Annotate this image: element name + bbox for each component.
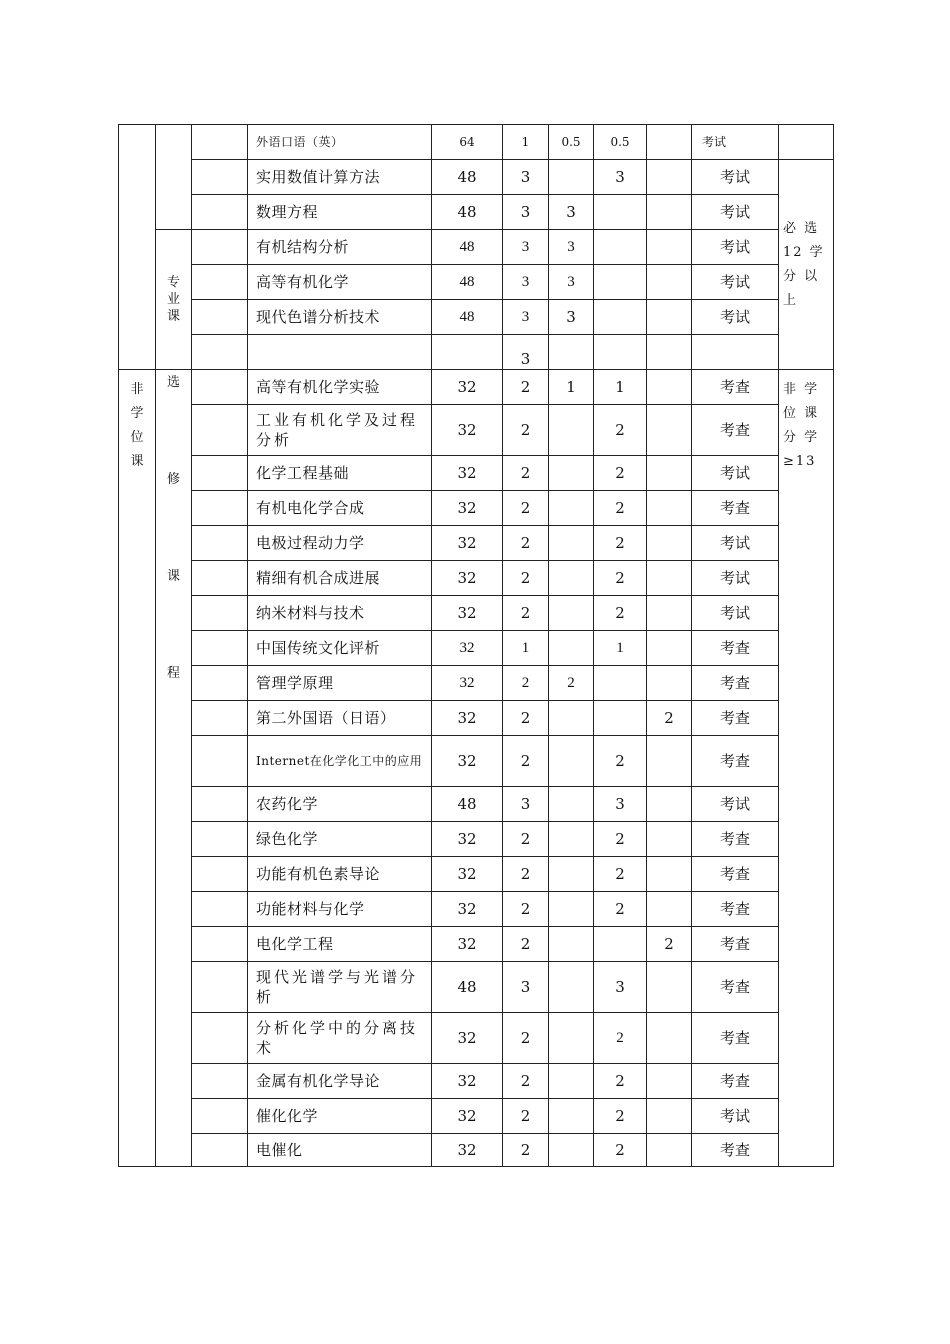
course-hours: 48 [432,300,503,335]
course-credits: 2 [503,666,549,701]
course-credits: 2 [503,701,549,736]
non-degree-course-label: 非学位课 [119,370,156,1167]
semester-1: 3 [549,195,594,230]
course-name: 功能材料与化学 [248,892,432,927]
exam-type: 考查 [692,892,779,927]
exam-type: 考查 [692,927,779,962]
table-row [119,491,834,526]
course-credits: 2 [503,822,549,857]
course-credits: 2 [503,1099,549,1134]
exam-type: 考查 [692,370,779,405]
table-row [119,701,834,736]
blank-cell [192,631,248,666]
elective-course-label: 选修课程 [156,370,192,1167]
course-hours: 32 [432,857,503,892]
blank-cell [192,596,248,631]
course-name: 绿色化学 [248,822,432,857]
course-name: 高等有机化学 [248,265,432,300]
semester-1 [549,596,594,631]
table-row [119,857,834,892]
semester-2: 2 [594,892,647,927]
degree-course-group-cell [119,125,156,370]
table-row [119,456,834,491]
course-hours: 32 [432,666,503,701]
course-credits: 3 [503,265,549,300]
course-hours: 32 [432,561,503,596]
blank-cell [192,822,248,857]
semester-2: 2 [594,1013,647,1064]
course-name: 高等有机化学实验 [248,370,432,405]
semester-1: 3 [549,300,594,335]
course-name: 纳米材料与技术 [248,596,432,631]
blank-cell [192,300,248,335]
blank-cell [192,230,248,265]
table-row [119,962,834,1013]
semester-3: 2 [647,927,692,962]
course-hours: 32 [432,927,503,962]
table-row [119,892,834,927]
course-credits: 3 [503,962,549,1013]
blank-cell [192,491,248,526]
course-hours: 32 [432,701,503,736]
table-row [119,1013,834,1064]
semester-3 [647,491,692,526]
semester-1 [549,962,594,1013]
semester-3 [647,857,692,892]
semester-2 [594,300,647,335]
semester-2: 1 [594,370,647,405]
semester-2: 3 [594,160,647,195]
course-name: 电极过程动力学 [248,526,432,561]
course-name: 电化学工程 [248,927,432,962]
course-name: Internet在化学化工中的应用 [248,736,432,787]
table-row [119,1099,834,1134]
course-name: 外语口语（英） [248,125,432,160]
course-name: 金属有机化学导论 [248,1064,432,1099]
course-hours: 32 [432,370,503,405]
blank-cell [192,405,248,456]
semester-2: 2 [594,736,647,787]
exam-type: 考查 [692,405,779,456]
exam-type: 考试 [692,526,779,561]
blank-cell [192,370,248,405]
course-name: 中国传统文化评析 [248,631,432,666]
semester-3 [647,561,692,596]
table-row [119,596,834,631]
table-row [119,370,834,405]
course-credits: 2 [503,1013,549,1064]
semester-2: 2 [594,561,647,596]
semester-1 [549,927,594,962]
course-hours: 48 [432,160,503,195]
blank-cell [192,701,248,736]
exam-type: 考查 [692,666,779,701]
table-row [119,736,834,787]
semester-2 [594,701,647,736]
course-name: 精细有机合成进展 [248,561,432,596]
table-row [119,405,834,456]
table-row [119,335,834,370]
remark-degree-required: 必 选 12 学 分 以 上 [779,160,834,370]
course-name: 现代光谱学与光谱分析 [248,962,432,1013]
exam-type: 考试 [692,265,779,300]
semester-2: 2 [594,1064,647,1099]
course-hours: 32 [432,736,503,787]
semester-1 [549,526,594,561]
semester-2 [594,230,647,265]
exam-type: 考查 [692,491,779,526]
exam-type: 考查 [692,736,779,787]
course-credits: 3 [503,195,549,230]
semester-2: 2 [594,456,647,491]
semester-1 [549,1134,594,1167]
blank-cell [192,265,248,300]
semester-3 [647,1013,692,1064]
course-hours: 64 [432,125,503,160]
semester-1 [549,335,594,370]
blank-cell [192,561,248,596]
course-hours: 48 [432,265,503,300]
semester-1 [549,857,594,892]
exam-type: 考查 [692,701,779,736]
table-row [119,265,834,300]
specialty-course-label: 专业课 [156,230,192,370]
course-credits: 2 [503,1134,549,1167]
semester-3 [647,300,692,335]
semester-2: 2 [594,822,647,857]
exam-type: 考查 [692,822,779,857]
semester-3 [647,892,692,927]
blank-cell [192,927,248,962]
semester-2 [594,927,647,962]
course-name: 分析化学中的分离技术 [248,1013,432,1064]
exam-type: 考试 [692,125,779,160]
semester-1: 0.5 [549,125,594,160]
exam-type: 考试 [692,1099,779,1134]
blank-cell [192,1134,248,1167]
semester-1 [549,736,594,787]
semester-3 [647,456,692,491]
course-name: 化学工程基础 [248,456,432,491]
course-name: 有机电化学合成 [248,491,432,526]
course-hours: 32 [432,892,503,927]
semester-3 [647,631,692,666]
course-credits: 3 [503,335,549,370]
semester-1 [549,1099,594,1134]
course-name: 现代色谱分析技术 [248,300,432,335]
semester-1 [549,160,594,195]
semester-1: 3 [549,265,594,300]
semester-2: 2 [594,491,647,526]
course-credits: 2 [503,456,549,491]
semester-2 [594,265,647,300]
semester-1 [549,491,594,526]
semester-3: 2 [647,701,692,736]
semester-3 [647,526,692,561]
semester-3 [647,370,692,405]
blank-cell [192,335,248,370]
semester-3 [647,265,692,300]
semester-2 [594,195,647,230]
blank-cell [192,787,248,822]
semester-2: 3 [594,962,647,1013]
semester-1: 3 [549,230,594,265]
blank-cell [192,666,248,701]
course-name: 数理方程 [248,195,432,230]
exam-type: 考试 [692,300,779,335]
course-name: 有机结构分析 [248,230,432,265]
course-credits: 3 [503,300,549,335]
blank-cell [192,195,248,230]
blank-cell [192,160,248,195]
course-credits: 2 [503,370,549,405]
semester-3 [647,962,692,1013]
table-row [119,1064,834,1099]
semester-2: 2 [594,405,647,456]
exam-type: 考试 [692,596,779,631]
blank-cell [192,736,248,787]
blank-cell [192,1064,248,1099]
exam-type: 考查 [692,1134,779,1167]
semester-3 [647,822,692,857]
course-hours: 32 [432,822,503,857]
course-hours [432,335,503,370]
course-credits: 2 [503,892,549,927]
blank-cell [192,857,248,892]
course-credits: 1 [503,125,549,160]
course-credits: 2 [503,1064,549,1099]
blank-cell [192,526,248,561]
table-row [119,787,834,822]
semester-3 [647,405,692,456]
exam-type: 考查 [692,1064,779,1099]
semester-1 [549,787,594,822]
semester-1 [549,701,594,736]
semester-1 [549,1064,594,1099]
semester-3 [647,160,692,195]
semester-1: 1 [549,370,594,405]
exam-type: 考查 [692,962,779,1013]
semester-2: 2 [594,1134,647,1167]
course-credits: 2 [503,927,549,962]
exam-type: 考试 [692,456,779,491]
table-row [119,927,834,962]
course-hours: 32 [432,631,503,666]
blank-cell [192,1013,248,1064]
semester-2: 3 [594,787,647,822]
course-hours: 32 [432,491,503,526]
course-hours: 48 [432,962,503,1013]
blank-cell [192,892,248,927]
table-row [119,526,834,561]
semester-2: 2 [594,596,647,631]
semester-2: 2 [594,1099,647,1134]
semester-1 [549,456,594,491]
semester-3 [647,596,692,631]
table-row [119,160,834,195]
remark-cell-top [779,125,834,160]
course-name: 第二外国语（日语） [248,701,432,736]
course-credits: 2 [503,526,549,561]
course-credits: 1 [503,631,549,666]
course-name: 管理学原理 [248,666,432,701]
exam-type: 考查 [692,631,779,666]
exam-type: 考试 [692,561,779,596]
course-name: 电催化 [248,1134,432,1167]
table-row [119,1134,834,1167]
course-credits: 2 [503,491,549,526]
course-name [248,335,432,370]
course-name: 农药化学 [248,787,432,822]
exam-type: 考试 [692,195,779,230]
curriculum-table [118,124,834,1167]
course-hours: 32 [432,456,503,491]
course-name: 实用数值计算方法 [248,160,432,195]
semester-3 [647,335,692,370]
course-hours: 32 [432,1134,503,1167]
course-credits: 2 [503,857,549,892]
blank-cell [192,1099,248,1134]
table-row [119,300,834,335]
course-hours: 32 [432,1013,503,1064]
exam-type: 考查 [692,857,779,892]
exam-type: 考试 [692,787,779,822]
semester-2: 1 [594,631,647,666]
remark-non-degree: 非 学 位 课 分 学 ≥13 [779,370,834,1167]
course-hours: 48 [432,787,503,822]
exam-type [692,335,779,370]
course-hours: 48 [432,230,503,265]
course-credits: 2 [503,405,549,456]
table-row [119,195,834,230]
semester-3 [647,736,692,787]
semester-2: 2 [594,526,647,561]
semester-3 [647,1064,692,1099]
course-credits: 2 [503,596,549,631]
course-name: 功能有机色素导论 [248,857,432,892]
semester-1: 2 [549,666,594,701]
exam-type: 考查 [692,1013,779,1064]
semester-2: 2 [594,857,647,892]
course-credits: 2 [503,736,549,787]
course-hours: 32 [432,1099,503,1134]
exam-type: 考试 [692,230,779,265]
semester-3 [647,1099,692,1134]
course-credits: 3 [503,230,549,265]
table-row [119,666,834,701]
table-row [119,822,834,857]
semester-3 [647,787,692,822]
course-hours: 32 [432,405,503,456]
semester-3 [647,125,692,160]
semester-3 [647,666,692,701]
course-hours: 32 [432,596,503,631]
semester-1 [549,892,594,927]
course-name: 催化化学 [248,1099,432,1134]
semester-2 [594,335,647,370]
table-row [119,125,834,160]
semester-1 [549,405,594,456]
course-hours: 48 [432,195,503,230]
semester-2 [594,666,647,701]
semester-3 [647,195,692,230]
table-row [119,631,834,666]
blank-cell [192,456,248,491]
subgroup-cell-upper [156,125,192,230]
blank-cell [192,125,248,160]
course-credits: 3 [503,160,549,195]
course-name: 工业有机化学及过程分析 [248,405,432,456]
course-credits: 2 [503,561,549,596]
semester-2: 0.5 [594,125,647,160]
blank-cell [192,962,248,1013]
semester-1 [549,631,594,666]
semester-3 [647,230,692,265]
course-hours: 32 [432,1064,503,1099]
course-credits: 3 [503,787,549,822]
course-hours: 32 [432,526,503,561]
semester-1 [549,561,594,596]
table-row [119,230,834,265]
table-row [119,561,834,596]
semester-1 [549,1013,594,1064]
semester-1 [549,822,594,857]
semester-3 [647,1134,692,1167]
exam-type: 考试 [692,160,779,195]
